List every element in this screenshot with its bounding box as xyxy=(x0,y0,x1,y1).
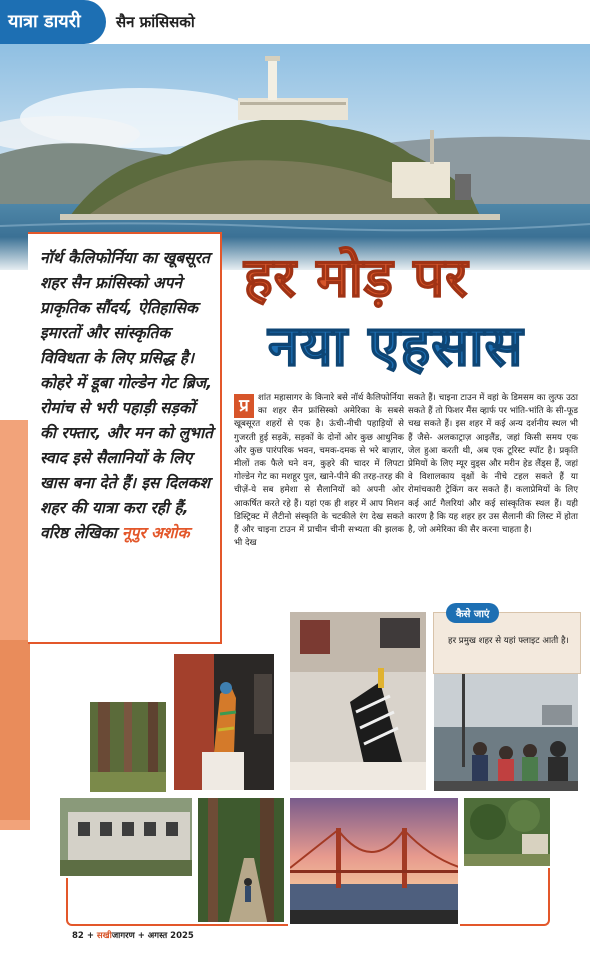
photo-garden-house xyxy=(462,796,552,868)
photo-redwood-forest xyxy=(88,700,168,794)
page-footer xyxy=(72,930,194,941)
footer-plus-1: + xyxy=(86,931,94,941)
footer-publisher: जागरण xyxy=(111,931,135,941)
footer-issue: अगस्त 2025 xyxy=(147,931,194,941)
intro-box xyxy=(28,232,222,644)
how-to-reach-box xyxy=(433,609,581,674)
how-to-reach-text: हर प्रमुख शहर से यहां फ्लाइट आती है। xyxy=(448,636,569,646)
section-tag-label: यात्रा डायरी xyxy=(8,11,81,32)
photo-colorful-statue xyxy=(172,652,276,792)
photo-art-gallery-sculpture xyxy=(288,610,428,792)
section-tag xyxy=(0,0,106,44)
footer-brand: सखी xyxy=(96,931,112,941)
place-title: सैन फ्रांसिसको xyxy=(116,13,195,31)
article-column-1-text: शांत महासागर के किनारे बसे नॉर्थ कैलिफोर्निया का शहर सैन फ्रांसिस्को अमेरिका के सबसे खूबसूरत शहरों से एक है। ऊंची-नीची पहाड़ियों से गुजरती हुई सड़कें, सड़कों के दोनों ओर कुछ आधुनिक और कुछ पारंपरिक भवन, चमक-दमक से भरे बाज़ार, मीलों तक फैले घने वन, कुहरे की चादर में लिपटा गोल्डेन गेट का मशहूर पुल, खाने-पीने की तरह-तरह की चीज़ें-ये सब हमेशा से सैलानियों को अपनी ओर आकर्षित करते रहे हैं। यहां एक ही शहर में आप मिशन डिस्ट्रिक्ट में लैटीनो संस्कृति के चटकीले रंग देख सकते हैं और चाइना टाउन में प्राचीन चीनी सभ्यता की झलक भी देख xyxy=(234,393,404,549)
photo-ruined-building xyxy=(58,796,194,878)
page-number: 82 xyxy=(72,931,84,941)
photo-ferry-passengers xyxy=(432,655,580,793)
photo-golden-gate-bridge xyxy=(288,796,460,926)
footer-plus-2: + xyxy=(137,931,145,941)
intro-body: नॉर्थ कैलिफोर्निया का खूबसूरत शहर सैन फ्रांसिस्को अपने प्राकृतिक सौंदर्य, ऐतिहासिक इमारतों और सांस्कृतिक विविधता के लिए प्रसिद्ध है। कोहरे में डूबा गोल्डेन गेट ब्रिज, रोमांच से भरी पहाड़ी सड़कों की रफ्तार, और मन को लुभाते स्वाद इसे सैलानियों के लिए खास बना देते हैं। इस दिलकश शहर की यात्रा करा रही हैं, वरिष्ठ लेखिका xyxy=(40,249,213,542)
left-accent-strip-dark xyxy=(0,640,30,820)
how-to-reach-title: कैसे जाएं xyxy=(446,603,499,623)
headline-line-1: हर मोड़ पर xyxy=(244,246,469,309)
author-name: नूपुर अशोक xyxy=(122,524,190,542)
intro-text xyxy=(40,246,216,546)
headline-line-2: नया एहसास xyxy=(268,314,524,379)
drop-cap: प्र xyxy=(234,394,254,418)
article-column-2: सकते हैं। चाइना टाउन में वहां के डिमसम का लुत्फ उठा सकते हैं तो फिशर मैंस व्हार्फ पर भांति-भांति के सी-फूड चख सकते हैं। इस शहर में कई अन्य दर्शनीय स्थल भी हैं जैसे- अलकाट्राज़ आइलैंड, जहां किसी समय एक जेल हुआ करती थी, अब एक टूरिस्ट स्पॉट है। प्रकृति प्रेमियों के लिए म्यूर वुड्स और मरीन हेड लैंड्स हैं, जहां वे विशालकाय वृक्षों के नीचे टहल सकते हैं या रोमांचकारी ट्रेकिंग कर सकते हैं। कलाप्रेमियों के लिए कई आर्ट गैलरियां और कई सांस्कृतिक स्थल हैं। यही कारण है कि यह शहर हर उस सैलानी की लिस्ट में होता है, जो अमेरिका की सैर करना चाहता है। xyxy=(408,393,578,536)
article-column-1 xyxy=(234,392,404,550)
photo-forest-trail xyxy=(196,796,286,924)
